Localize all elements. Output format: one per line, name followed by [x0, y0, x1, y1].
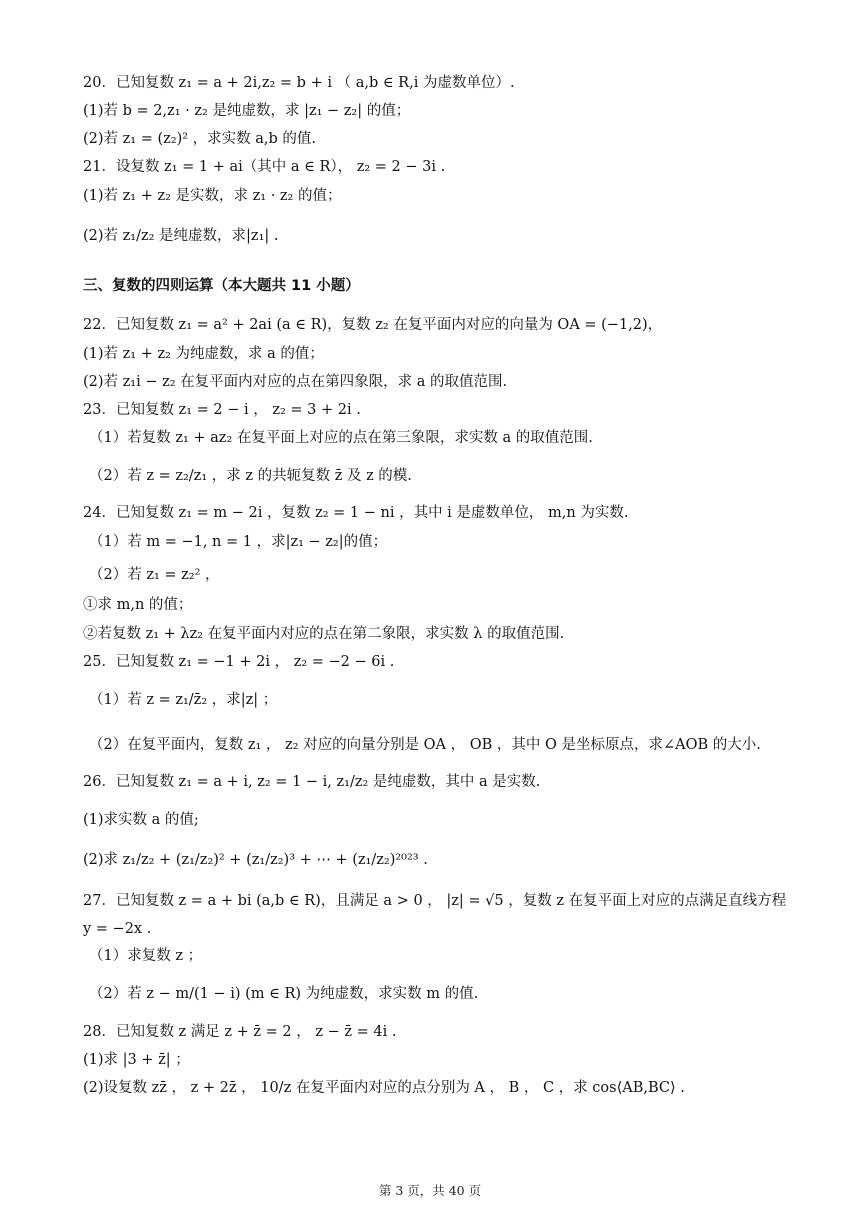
q21-part1: (1)若 z₁ + z₂ 是实数，求 z₁ · z₂ 的值； — [83, 188, 342, 204]
q23-part2: （2）若 z = z₂/z₁ ，求 z 的共轭复数 z̄ 及 z 的模. — [89, 468, 412, 484]
section-heading: 三、复数的四则运算（本大题共 11 小题） — [83, 278, 360, 294]
q25-stem: 25．已知复数 z₁ = −1 + 2i ， z₂ = −2 − 6i . — [83, 654, 395, 670]
q20-part2: (2)若 z₁ = (z₂)² ，求实数 a,b 的值. — [83, 131, 317, 147]
q26-stem: 26．已知复数 z₁ = a + i, z₂ = 1 − i, z₁/z₂ 是纯虚数，其中 a 是实数. — [83, 774, 541, 790]
q24-part2: （2）若 z₁ = z₂² ， — [89, 567, 220, 583]
q24-sub2: ②若复数 z₁ + λz₂ 在复平面内对应的点在第二象限，求实数 λ 的取值范围. — [83, 626, 565, 642]
q21-stem: 21．设复数 z₁ = 1 + ai（其中 a ∈ R）， z₂ = 2 − 3i . — [83, 159, 446, 175]
q27-stem-cont: y = −2x . — [83, 921, 152, 937]
q20-stem: 20．已知复数 z₁ = a + 2i,z₂ = b + i （ a,b ∈ R,i 为虚数单位）. — [83, 75, 515, 91]
q21-part2: (2)若 z₁/z₂ 是纯虚数，求|z₁| . — [83, 228, 279, 244]
q28-part2: (2)设复数 zz̄ ， z + 2z̄ ， 10/z 在复平面内对应的点分别为 A ， B ， C ，求 cos⟨AB,BC⟩ . — [83, 1080, 685, 1096]
q27-part1: （1）求复数 z ； — [89, 948, 203, 964]
q27-stem: 27．已知复数 z = a + bi (a,b ∈ R)，且满足 a > 0 ， |z| = √5 ，复数 z 在复平面上对应的点满足直线方程 — [83, 893, 787, 909]
q23-part1: （1）若复数 z₁ + az₂ 在复平面上对应的点在第三象限，求实数 a 的取值范围. — [89, 430, 593, 446]
q24-sub1: ①求 m,n 的值； — [83, 597, 193, 613]
q27-part2: （2）若 z − m/(1 − i) (m ∈ R) 为纯虚数，求实数 m 的值. — [89, 986, 479, 1002]
q20-part1: (1)若 b = 2,z₁ · z₂ 是纯虚数，求 |z₁ − z₂| 的值； — [83, 103, 411, 119]
q24-part1: （1）若 m = −1, n = 1 ，求|z₁ − z₂|的值； — [89, 534, 388, 550]
q22-part1: (1)若 z₁ + z₂ 为纯虚数，求 a 的值； — [83, 346, 324, 362]
q25-part1: （1）若 z = z₁/z̄₂ ，求|z| ； — [89, 692, 278, 708]
q26-part2: (2)求 z₁/z₂ + (z₁/z₂)² + (z₁/z₂)³ + ⋯ + (z₁/z₂)²⁰²³ . — [83, 852, 428, 868]
page-footer: 第 3 页，共 40 页 — [378, 1183, 482, 1198]
q23-stem: 23．已知复数 z₁ = 2 − i ， z₂ = 3 + 2i . — [83, 402, 361, 418]
q28-part1: (1)求 |3 + z̄| ； — [83, 1052, 190, 1068]
q26-part1: (1)求实数 a 的值; — [83, 812, 199, 828]
q28-stem: 28．已知复数 z 满足 z + z̄ = 2 ， z − z̄ = 4i . — [83, 1024, 397, 1040]
q24-stem: 24．已知复数 z₁ = m − 2i ，复数 z₂ = 1 − ni ，其中 i 是虚数单位， m,n 为实数. — [83, 505, 629, 521]
q22-part2: (2)若 z₁i − z₂ 在复平面内对应的点在第四象限，求 a 的取值范围. — [83, 374, 508, 390]
q22-stem: 22．已知复数 z₁ = a² + 2ai (a ∈ R)，复数 z₂ 在复平面内对应的向量为 OA = (−1,2)， — [83, 317, 663, 333]
q25-part2: （2）在复平面内，复数 z₁ ， z₂ 对应的向量分别是 OA ， OB ，其中 O 是坐标原点，求∠AOB 的大小. — [89, 737, 761, 753]
